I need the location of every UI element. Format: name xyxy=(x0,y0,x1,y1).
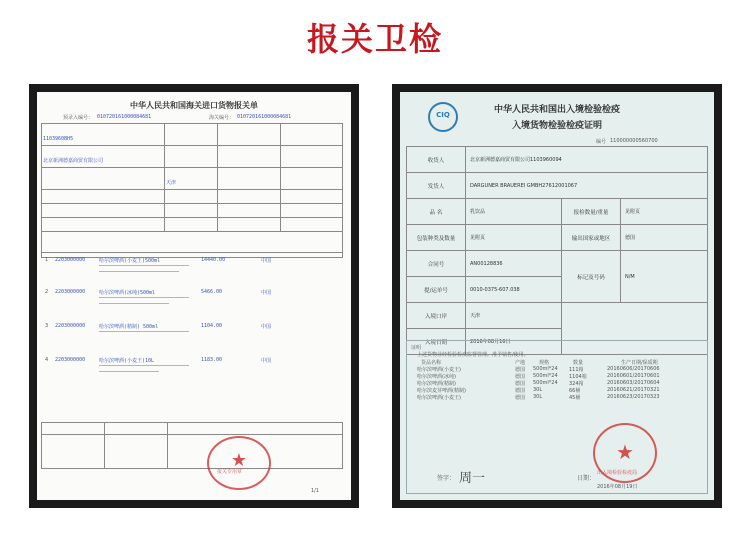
items-header-date: 生产日期/保质期 xyxy=(621,360,658,366)
cargo-row-name: 哈尔滨啤酒(小麦王)10L xyxy=(99,358,155,364)
certificate-number-label: 编号 xyxy=(596,139,607,145)
quantity-weight-label: 报检数量/重量 xyxy=(562,199,621,225)
marks-value: N/M xyxy=(621,251,708,303)
item-qty: 1104箱 xyxy=(569,374,587,380)
cargo-row-qty: 14440.00 xyxy=(201,257,226,263)
inspection-certificate-document xyxy=(400,92,714,500)
item-name: 哈尔滨啤酒(冰纯) xyxy=(417,374,456,380)
product-name-label: 品 名 xyxy=(407,199,466,225)
items-header-name: 货品名称 xyxy=(421,360,442,366)
item-spec: 30L xyxy=(533,387,543,393)
date-label: 日期： xyxy=(577,475,596,482)
proof-section xyxy=(406,340,708,494)
item-qty: 45桶 xyxy=(569,395,581,401)
items-header-qty: 数量 xyxy=(573,360,584,366)
declaration-title: 中华人民共和国海关进口货物报关单 xyxy=(130,101,258,110)
cargo-row-no: 2 xyxy=(45,289,49,295)
preentry-label: 预录入编号： xyxy=(63,115,94,121)
page-title: 报关卫检 xyxy=(306,20,443,58)
contract-value: AN00128836 xyxy=(466,251,562,277)
item-name: 哈尔滨啤酒(小麦王) xyxy=(417,395,461,401)
item-qty: 324箱 xyxy=(569,381,584,387)
proof-title: 证明 xyxy=(411,345,422,351)
origin-country-value: 德国 xyxy=(621,225,708,251)
entry-port: 天津 xyxy=(166,180,177,186)
receiver-label: 收货人 xyxy=(407,147,466,173)
page-number: 1/1 xyxy=(311,488,320,494)
items-header-spec: 规格 xyxy=(539,360,550,366)
entry-date-value: 2016年08月16日 xyxy=(466,329,562,355)
cargo-row-name: 哈尔滨啤酒(小麦王)500ml xyxy=(99,258,161,264)
proof-text: 上述货物业经检验检疫监督管理。准予销售/使用。 xyxy=(417,352,529,358)
item-spec: 500ml*24 xyxy=(533,380,558,386)
customs-number: 010720161000084681 xyxy=(237,114,292,120)
cargo-row-code: 2203000000 xyxy=(55,357,86,363)
item-spec: 30L xyxy=(533,394,543,400)
customs-number-label: 海关编号： xyxy=(209,115,235,121)
quantity-weight-value: 见附页 xyxy=(621,199,708,225)
inspection-certificate-frame xyxy=(392,84,722,508)
cargo-row-qty: 1104.00 xyxy=(201,323,223,329)
item-date: 20160603/20170604 xyxy=(607,380,660,386)
cargo-row-origin: 中国 xyxy=(261,358,272,364)
cargo-row-code: 2203000000 xyxy=(55,257,86,263)
ciq-logo-text: CIQ xyxy=(436,111,450,119)
cargo-row-no: 3 xyxy=(45,323,49,329)
cargo-row-code: 2203000000 xyxy=(55,323,86,329)
item-origin: 德国 xyxy=(515,388,526,394)
bill-of-lading-label: 提/运单号 xyxy=(407,277,466,303)
item-date: 20160601/20170601 xyxy=(607,373,660,379)
item-date: 20160606/20170606 xyxy=(607,366,660,372)
entry-date-label: 入境日期 xyxy=(407,329,466,355)
item-origin: 德国 xyxy=(515,367,526,373)
bill-of-lading-value: 0010-0375-607.038 xyxy=(466,277,562,303)
items-header-origin: 产地 xyxy=(515,360,526,366)
item-origin: 德国 xyxy=(515,381,526,387)
origin-country-label: 输出国家或地区 xyxy=(562,225,621,251)
preentry-number: 010720161000084681 xyxy=(97,114,152,120)
declaration-footer-grid xyxy=(41,422,343,469)
signature-label: 签字： xyxy=(437,475,456,482)
stamp-star-icon: ★ xyxy=(230,450,248,471)
inspection-stamp-text: 出入境检验检疫局 xyxy=(597,470,638,476)
consignee-name: 北京新洲德嘉商贸有限公司 xyxy=(43,158,104,164)
packing-value: 见附页 xyxy=(466,225,562,251)
declaration-header-grid xyxy=(41,123,343,258)
certificate-number: 110000000560700 xyxy=(610,138,658,144)
item-qty: 111箱 xyxy=(569,367,584,373)
customs-declaration-frame xyxy=(29,84,359,508)
item-spec: 500ml*24 xyxy=(533,373,558,379)
cargo-row-origin: 中国 xyxy=(261,258,272,264)
item-name: 哈尔滨啤酒(精制) xyxy=(417,381,456,387)
cargo-row-origin: 中国 xyxy=(261,324,272,330)
packing-label: 包装种类及数量 xyxy=(407,225,466,251)
item-qty: 66桶 xyxy=(569,388,581,394)
item-origin: 德国 xyxy=(515,395,526,401)
cargo-list xyxy=(41,252,343,413)
entry-port-value: 天津 xyxy=(466,303,562,329)
cargo-row-name: 哈尔滨啤酒(精制) 500ml xyxy=(99,324,159,330)
cargo-row-no: 1 xyxy=(45,257,49,263)
item-name: 哈尔滨啤酒(小麦王) xyxy=(417,367,461,373)
cargo-row-code: 2203000000 xyxy=(55,289,86,295)
customs-stamp-text: 报关专用章 xyxy=(217,469,243,475)
item-date: 20160623/20170323 xyxy=(607,394,660,400)
certificate-info-grid xyxy=(406,146,708,355)
certificate-header-line2: 入境货物检验检疫证明 xyxy=(511,121,602,131)
receiver-value: 北京新洲德嘉商贸有限公司1103960094 xyxy=(466,147,708,173)
signature: 周一 xyxy=(459,471,486,486)
cargo-row-no: 4 xyxy=(45,357,49,363)
stamp-star-icon: ★ xyxy=(616,440,634,464)
cargo-row-qty: 1183.00 xyxy=(201,357,223,363)
item-spec: 500ml*24 xyxy=(533,366,558,372)
cargo-row-name: 哈尔滨啤酒(冰纯)500ml xyxy=(99,290,156,296)
item-date: 20160621/20170321 xyxy=(607,387,660,393)
shipper-value: DARGUNER BRAUEREI GMBH27612001067 xyxy=(466,173,708,199)
certificate-header-line1: 中华人民共和国出入境检验检疫 xyxy=(493,105,620,115)
consignee-code: 1103960BH5 xyxy=(43,136,74,142)
certificate-date: 2016年08月19日 xyxy=(597,484,638,490)
cargo-row-qty: 5466.00 xyxy=(201,289,223,295)
item-origin: 德国 xyxy=(515,374,526,380)
product-name-value: 乳饮品 xyxy=(466,199,562,225)
customs-red-stamp xyxy=(207,436,271,490)
shipper-label: 发货人 xyxy=(407,173,466,199)
entry-port-label: 入境口岸 xyxy=(407,303,466,329)
marks-label: 标记及号码 xyxy=(562,251,621,303)
item-name: 哈尔滨麦芽啤酒(精制) xyxy=(417,388,466,394)
cargo-row-origin: 中国 xyxy=(261,290,272,296)
customs-declaration-document xyxy=(37,92,351,500)
contract-label: 合同号 xyxy=(407,251,466,277)
